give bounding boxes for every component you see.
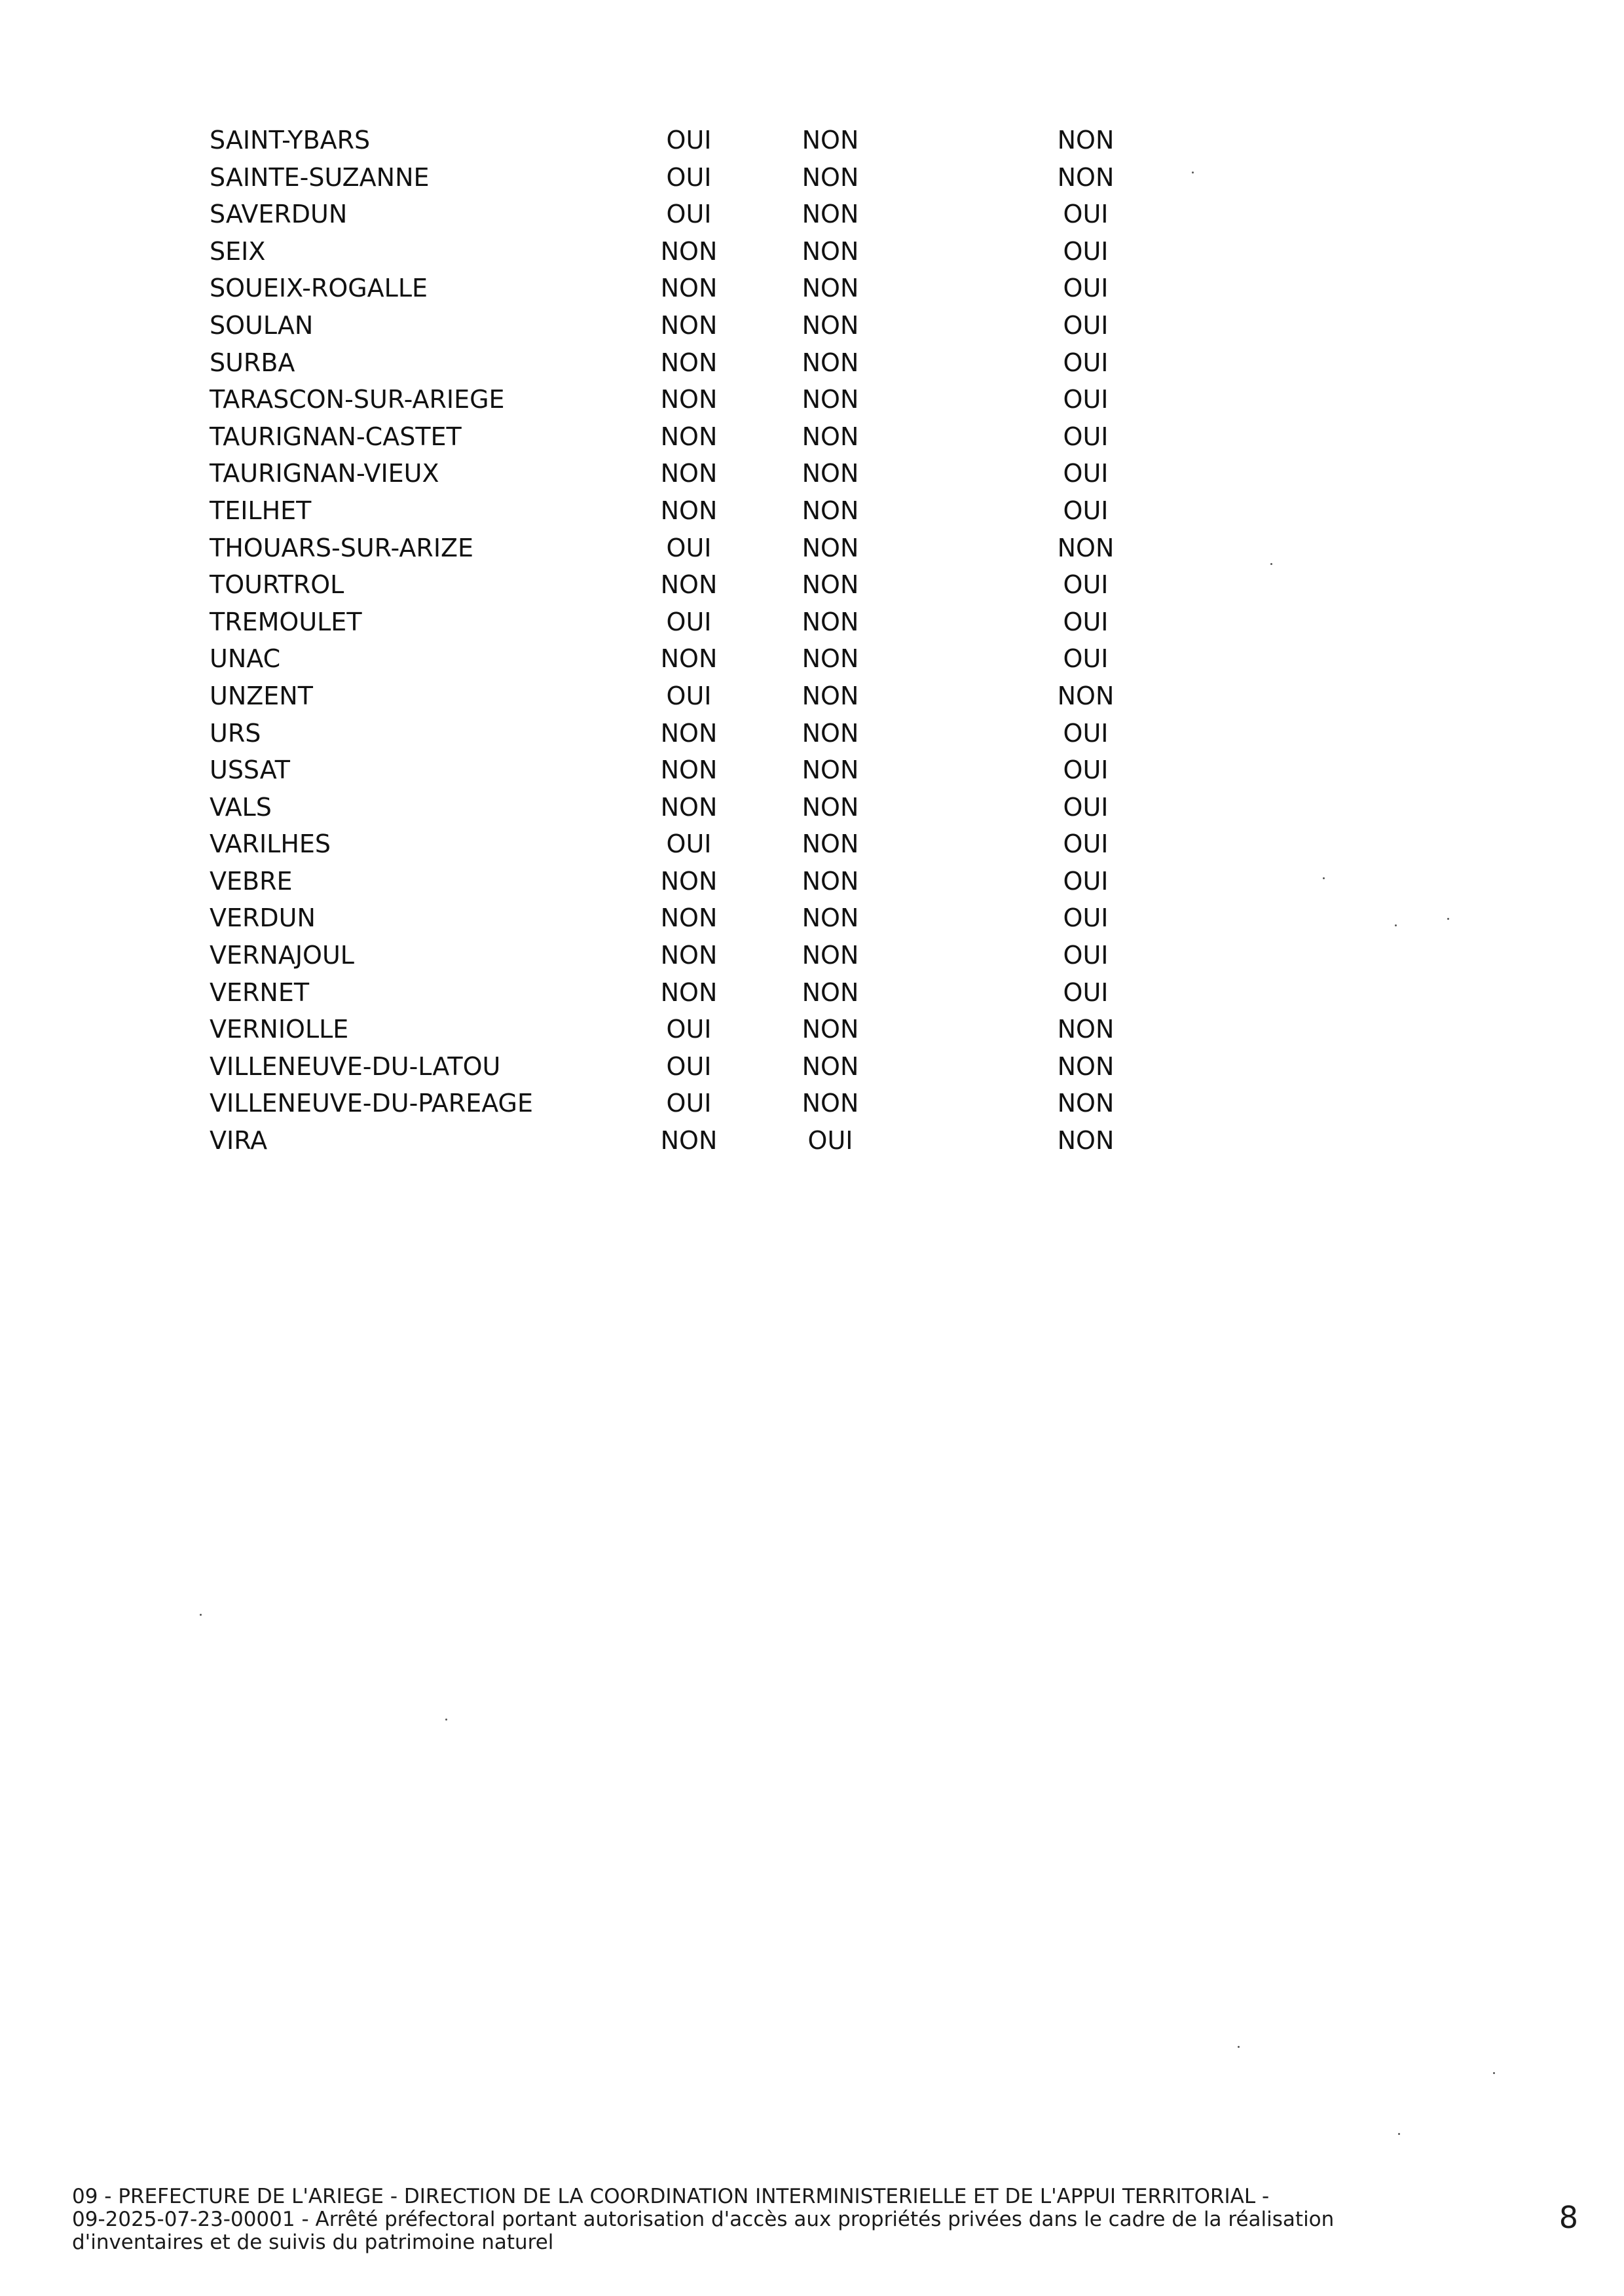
table-row: [210, 752, 1109, 789]
col3-cell: OUI: [1063, 941, 1109, 970]
col2-cell: NON: [802, 200, 859, 229]
table-row: [210, 863, 1109, 900]
col1-cell: NON: [660, 903, 718, 933]
commune-cell: TAURIGNAN-CASTET: [210, 422, 462, 451]
col1-cell: NON: [660, 385, 718, 414]
footer-line-2: 09-2025-07-23-00001 - Arrêté préfectoral portant autorisation d'accès aux propriétés privées dans le cadre de la réalisation: [72, 2208, 1335, 2231]
col3-cell: OUI: [1063, 274, 1109, 303]
commune-cell: UNAC: [210, 644, 281, 674]
col3-cell: NON: [1057, 1051, 1115, 1081]
commune-table: [210, 122, 1115, 1159]
col2-cell: NON: [802, 533, 859, 562]
col3-cell: OUI: [1063, 459, 1109, 488]
col3-cell: OUI: [1063, 903, 1109, 933]
commune-cell: VEBRE: [210, 866, 293, 896]
col1-cell: NON: [660, 496, 718, 525]
commune-cell: SURBA: [210, 348, 295, 377]
scan-speck: [445, 1719, 447, 1721]
col3-cell: OUI: [1063, 570, 1109, 600]
commune-cell: THOUARS-SUR-ARIZE: [210, 533, 474, 562]
col2-cell: NON: [802, 829, 859, 859]
col2-cell: NON: [802, 903, 859, 933]
col1-cell: OUI: [666, 607, 712, 636]
scan-speck: [1323, 877, 1325, 879]
col2-cell: NON: [802, 570, 859, 600]
scan-speck: [1192, 172, 1194, 173]
col1-cell: NON: [660, 1126, 718, 1156]
col1-cell: NON: [660, 644, 718, 674]
col1-cell: NON: [660, 792, 718, 822]
col2-cell: NON: [802, 459, 859, 488]
commune-cell: VIRA: [210, 1126, 268, 1156]
col3-cell: NON: [1057, 1126, 1115, 1156]
col2-cell: NON: [802, 162, 859, 192]
col2-cell: NON: [802, 718, 859, 748]
col3-cell: OUI: [1063, 756, 1109, 785]
col1-cell: NON: [660, 718, 718, 748]
col2-cell: NON: [802, 385, 859, 414]
commune-cell: VERNIOLLE: [210, 1015, 349, 1044]
table-row: [210, 1048, 1115, 1085]
col2-cell: NON: [802, 126, 859, 155]
col3-cell: OUI: [1063, 385, 1109, 414]
col3-cell: OUI: [1063, 607, 1109, 636]
col1-cell: NON: [660, 756, 718, 785]
table-row: [210, 455, 1109, 492]
col3-cell: NON: [1057, 126, 1115, 155]
col2-cell: NON: [802, 644, 859, 674]
commune-cell: SOULAN: [210, 310, 314, 340]
col2-cell: NON: [802, 941, 859, 970]
commune-cell: USSAT: [210, 756, 291, 785]
col3-cell: OUI: [1063, 236, 1109, 266]
commune-cell: TREMOULET: [210, 607, 362, 636]
col1-cell: NON: [660, 977, 718, 1007]
commune-cell: TARASCON-SUR-ARIEGE: [210, 385, 505, 414]
table-row: [210, 196, 1109, 233]
col3-cell: OUI: [1063, 792, 1109, 822]
table-row: [210, 604, 1109, 641]
scan-speck: [1395, 924, 1397, 926]
col3-cell: NON: [1057, 1089, 1115, 1118]
commune-cell: TEILHET: [210, 496, 312, 525]
col1-cell: NON: [660, 274, 718, 303]
col1-cell: NON: [660, 422, 718, 451]
table-row: [210, 1085, 1115, 1122]
commune-cell: VERNET: [210, 977, 310, 1007]
col1-cell: OUI: [666, 126, 712, 155]
commune-cell: TOURTROL: [210, 570, 344, 600]
col1-cell: NON: [660, 459, 718, 488]
col1-cell: OUI: [666, 162, 712, 192]
table-row: [210, 492, 1109, 530]
table-row: [210, 678, 1115, 715]
page-footer: [72, 2185, 1382, 2254]
col2-cell: NON: [802, 348, 859, 377]
col2-cell: NON: [802, 1051, 859, 1081]
table-row: [210, 715, 1109, 752]
col2-cell: NON: [802, 866, 859, 896]
col1-cell: NON: [660, 941, 718, 970]
scan-speck: [1270, 563, 1272, 565]
col2-cell: NON: [802, 977, 859, 1007]
col1-cell: OUI: [666, 829, 712, 859]
table-row: [210, 344, 1109, 382]
table-row: [210, 1122, 1115, 1159]
table-row: [210, 640, 1109, 678]
commune-cell: VARILHES: [210, 829, 331, 859]
table-row: [210, 937, 1109, 974]
col2-cell: NON: [802, 236, 859, 266]
col3-cell: NON: [1057, 1015, 1115, 1044]
commune-cell: VILLENEUVE-DU-PAREAGE: [210, 1089, 533, 1118]
commune-cell: SAVERDUN: [210, 200, 348, 229]
col3-cell: OUI: [1063, 829, 1109, 859]
col3-cell: NON: [1057, 533, 1115, 562]
col3-cell: OUI: [1063, 310, 1109, 340]
col2-cell: NON: [802, 681, 859, 710]
col3-cell: OUI: [1063, 977, 1109, 1007]
col3-cell: NON: [1057, 162, 1115, 192]
commune-cell: VALS: [210, 792, 272, 822]
col1-cell: OUI: [666, 1089, 712, 1118]
footer-line-3: d'inventaires et de suivis du patrimoine naturel: [72, 2231, 554, 2254]
col3-cell: OUI: [1063, 866, 1109, 896]
table-row: [210, 233, 1109, 270]
scan-speck: [200, 1614, 202, 1616]
scan-speck: [1398, 2133, 1400, 2135]
footer-line-1: 09 - PREFECTURE DE L'ARIEGE - DIRECTION DE LA COORDINATION INTERMINISTERIELLE ET DE L'APPUI TERRITORIAL -: [72, 2185, 1270, 2208]
col1-cell: NON: [660, 310, 718, 340]
table-row: [210, 900, 1109, 937]
commune-cell: SOUEIX-ROGALLE: [210, 274, 428, 303]
col1-cell: NON: [660, 570, 718, 600]
table-row: [210, 122, 1115, 159]
col2-cell: NON: [802, 756, 859, 785]
col1-cell: NON: [660, 236, 718, 266]
col1-cell: OUI: [666, 1051, 712, 1081]
table-row: [210, 381, 1109, 418]
col2-cell: NON: [802, 792, 859, 822]
commune-cell: SAINTE-SUZANNE: [210, 162, 430, 192]
col1-cell: NON: [660, 348, 718, 377]
table-row: [210, 789, 1109, 826]
col1-cell: NON: [660, 866, 718, 896]
col2-cell: NON: [802, 274, 859, 303]
scan-speck: [1447, 918, 1449, 920]
scan-speck: [1493, 2072, 1495, 2074]
col3-cell: OUI: [1063, 496, 1109, 525]
scan-speck: [1238, 2046, 1240, 2048]
commune-cell: URS: [210, 718, 261, 748]
page-number: 8: [1559, 2200, 1578, 2235]
table-row: [210, 1011, 1115, 1048]
table-row: [210, 566, 1109, 604]
col1-cell: OUI: [666, 533, 712, 562]
table-row: [210, 307, 1109, 344]
col3-cell: OUI: [1063, 644, 1109, 674]
col2-cell: OUI: [807, 1126, 853, 1156]
table-row: [210, 418, 1109, 456]
col2-cell: NON: [802, 422, 859, 451]
col3-cell: NON: [1057, 681, 1115, 710]
table-row: [210, 530, 1115, 567]
col3-cell: OUI: [1063, 422, 1109, 451]
commune-cell: UNZENT: [210, 681, 313, 710]
commune-cell: SEIX: [210, 236, 266, 266]
col3-cell: OUI: [1063, 200, 1109, 229]
commune-cell: VERDUN: [210, 903, 316, 933]
col1-cell: OUI: [666, 1015, 712, 1044]
table-row: [210, 974, 1109, 1011]
col3-cell: OUI: [1063, 348, 1109, 377]
col1-cell: OUI: [666, 200, 712, 229]
col1-cell: OUI: [666, 681, 712, 710]
table-row: [210, 826, 1109, 863]
commune-cell: VERNAJOUL: [210, 941, 354, 970]
commune-cell: TAURIGNAN-VIEUX: [210, 459, 439, 488]
commune-cell: SAINT-YBARS: [210, 126, 371, 155]
col2-cell: NON: [802, 607, 859, 636]
col2-cell: NON: [802, 310, 859, 340]
col3-cell: OUI: [1063, 718, 1109, 748]
table-row: [210, 159, 1115, 196]
col2-cell: NON: [802, 1015, 859, 1044]
col2-cell: NON: [802, 496, 859, 525]
table-row: [210, 270, 1109, 307]
commune-cell: VILLENEUVE-DU-LATOU: [210, 1051, 501, 1081]
col2-cell: NON: [802, 1089, 859, 1118]
